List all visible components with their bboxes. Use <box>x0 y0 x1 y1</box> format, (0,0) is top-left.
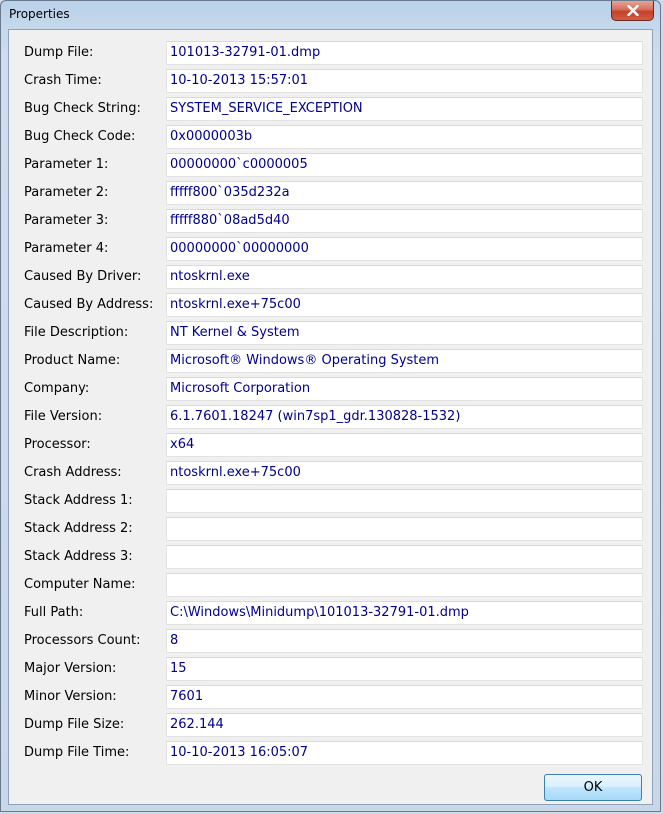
property-row <box>9 685 652 709</box>
property-row <box>9 125 652 149</box>
property-value-field[interactable]: 8 <box>166 629 643 653</box>
property-label: Full Path: <box>24 605 84 620</box>
property-label: Stack Address 2: <box>24 521 133 536</box>
property-value-field[interactable]: ntoskrnl.exe+75c00 <box>166 461 643 485</box>
property-value-field[interactable] <box>166 545 643 569</box>
property-label: File Description: <box>24 325 129 340</box>
property-value-field[interactable]: ntoskrnl.exe <box>166 265 643 289</box>
property-label: Crash Address: <box>24 465 122 480</box>
close-x-icon <box>627 5 639 16</box>
property-label: Parameter 4: <box>24 241 109 256</box>
property-value-field[interactable]: x64 <box>166 433 643 457</box>
property-value-field[interactable]: Microsoft Corporation <box>166 377 643 401</box>
property-value-field[interactable]: C:\Windows\Minidump\101013-32791-01.dmp <box>166 601 643 625</box>
property-value-field[interactable]: fffff880`08ad5d40 <box>166 209 643 233</box>
property-row <box>9 209 652 233</box>
property-row <box>9 321 652 345</box>
property-value-field[interactable] <box>166 489 643 513</box>
property-label: Bug Check Code: <box>24 129 136 144</box>
property-value-field[interactable]: ntoskrnl.exe+75c00 <box>166 293 643 317</box>
property-value-field[interactable]: NT Kernel & System <box>166 321 643 345</box>
close-button[interactable] <box>611 1 654 21</box>
property-row <box>9 377 652 401</box>
property-value-field[interactable]: 10-10-2013 16:05:07 <box>166 741 643 765</box>
property-value-field[interactable] <box>166 573 643 597</box>
property-row <box>9 181 652 205</box>
property-label: Parameter 2: <box>24 185 109 200</box>
property-row <box>9 237 652 261</box>
property-label: Company: <box>24 381 90 396</box>
property-row <box>9 41 652 65</box>
property-value-field[interactable]: SYSTEM_SERVICE_EXCEPTION <box>166 97 643 121</box>
property-row <box>9 461 652 485</box>
property-label: Parameter 1: <box>24 157 109 172</box>
property-row <box>9 349 652 373</box>
title-bar[interactable] <box>1 1 660 29</box>
property-label: Bug Check String: <box>24 101 141 116</box>
property-label: Computer Name: <box>24 577 136 592</box>
property-label: Dump File Time: <box>24 745 130 760</box>
property-row <box>9 433 652 457</box>
property-label: Processors Count: <box>24 633 141 648</box>
property-value-field[interactable]: 0x0000003b <box>166 125 643 149</box>
property-row <box>9 713 652 737</box>
property-row <box>9 69 652 93</box>
property-label: File Version: <box>24 409 103 424</box>
property-value-field[interactable]: 101013-32791-01.dmp <box>166 41 643 65</box>
property-label: Processor: <box>24 437 91 452</box>
property-value-field[interactable]: fffff800`035d232a <box>166 181 643 205</box>
property-label: Caused By Address: <box>24 297 154 312</box>
ok-button[interactable]: OK <box>544 774 642 801</box>
property-label: Dump File Size: <box>24 717 125 732</box>
property-value-field[interactable]: 7601 <box>166 685 643 709</box>
property-value-field[interactable]: 262.144 <box>166 713 643 737</box>
property-label: Parameter 3: <box>24 213 109 228</box>
property-label: Caused By Driver: <box>24 269 142 284</box>
property-row <box>9 153 652 177</box>
property-row <box>9 517 652 541</box>
property-row <box>9 657 652 681</box>
property-label: Stack Address 3: <box>24 549 133 564</box>
property-row <box>9 405 652 429</box>
window-title: Properties <box>9 7 70 21</box>
property-row <box>9 629 652 653</box>
property-value-field[interactable]: 15 <box>166 657 643 681</box>
property-row <box>9 97 652 121</box>
property-row <box>9 601 652 625</box>
property-value-field[interactable]: 10-10-2013 15:57:01 <box>166 69 643 93</box>
property-value-field[interactable] <box>166 517 643 541</box>
property-value-field[interactable]: 6.1.7601.18247 (win7sp1_gdr.130828-1532) <box>166 405 643 429</box>
property-label: Dump File: <box>24 45 94 60</box>
property-row <box>9 573 652 597</box>
property-row <box>9 265 652 289</box>
property-row <box>9 489 652 513</box>
property-row <box>9 545 652 569</box>
property-label: Product Name: <box>24 353 121 368</box>
property-label: Stack Address 1: <box>24 493 133 508</box>
property-value-field[interactable]: Microsoft® Windows® Operating System <box>166 349 643 373</box>
property-label: Crash Time: <box>24 73 102 88</box>
property-value-field[interactable]: 00000000`00000000 <box>166 237 643 261</box>
property-row <box>9 741 652 765</box>
properties-panel <box>8 29 653 805</box>
property-row <box>9 293 652 317</box>
property-value-field[interactable]: 00000000`c0000005 <box>166 153 643 177</box>
property-label: Major Version: <box>24 661 117 676</box>
property-label: Minor Version: <box>24 689 117 704</box>
